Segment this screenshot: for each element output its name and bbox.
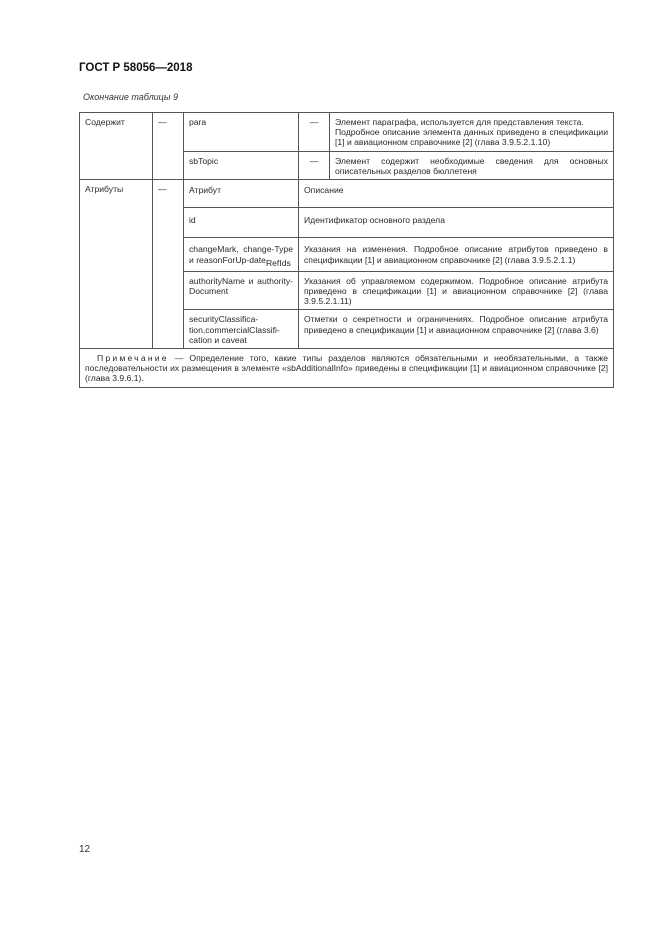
document-header: ГОСТ Р 58056—2018 xyxy=(79,62,193,74)
element-desc-sbtopic: Элемент содержит необходимые сведения для основных описательных разделов бюллетеня xyxy=(330,151,614,179)
note-text: — Определение того, какие типы разделов являются обязательными и необязательными, а также последовательности их размещения в элементе «sbAdditionalInfo» приведены в спецификации [1] и авиационном справочнике [2] (глава 3.9.6.1). xyxy=(85,353,608,384)
element-dash-sbtopic: — xyxy=(299,151,330,179)
contains-label: Содержит xyxy=(80,113,153,180)
contains-dash: — xyxy=(153,113,184,180)
attribute-name-authority: authorityName и authority-Document xyxy=(184,271,299,310)
attribute-desc-changemark: Указания на изменения. Подробное описание атрибутов приведено в спецификации [1] и авиационном справочнике [2] (глава 3.9.5.2.1.1) xyxy=(299,238,614,271)
element-dash-para: — xyxy=(299,113,330,152)
attributes-table xyxy=(79,112,614,388)
attribute-name-security: securityClassifica-tion,commercialClassifi-cation и caveat xyxy=(184,310,299,349)
changemark-name-sub: RefIds xyxy=(265,257,291,268)
table-row xyxy=(80,349,614,388)
attributes-dash: — xyxy=(153,180,184,349)
table-caption: Окончание таблицы 9 xyxy=(83,92,178,102)
attributes-label: Атрибуты xyxy=(80,180,153,349)
para-desc-line2: Подробное описание элемента данных приведено в спецификации [1] и авиационном справочнике [2] (глава 3.9.5.2.1.10) xyxy=(335,127,608,148)
element-desc-para xyxy=(330,113,614,152)
attribute-name-id: id xyxy=(184,208,299,238)
element-name-para: para xyxy=(184,113,299,152)
element-name-sbtopic: sbTopic xyxy=(184,151,299,179)
attribute-desc-authority: Указания об управляемом содержимом. Подробное описание атрибута приведено в спецификации [1] и авиационном справочнике [2] (глава 3.9.5.2.1.11) xyxy=(299,271,614,310)
note-label: Примечание xyxy=(97,353,169,364)
para-desc-line1: Элемент параграфа, используется для представления текста. xyxy=(335,117,584,127)
attribute-header-name: Атрибут xyxy=(184,180,299,208)
table-row xyxy=(80,180,614,208)
changemark-name-main: changeMark, change-Type и reasonForUp-date xyxy=(189,244,293,265)
attribute-name-changemark xyxy=(184,238,299,271)
attribute-desc-id: Идентификатор основного раздела xyxy=(299,208,614,238)
page-number: 12 xyxy=(79,844,91,855)
attribute-desc-security: Отметки о секретности и ограничениях. Подробное описание атрибута приведено в спецификации [1] и авиационном справочнике [2] (глава 3.6) xyxy=(299,310,614,349)
table-note xyxy=(80,349,614,388)
table-row xyxy=(80,113,614,152)
attribute-header-desc: Описание xyxy=(299,180,614,208)
